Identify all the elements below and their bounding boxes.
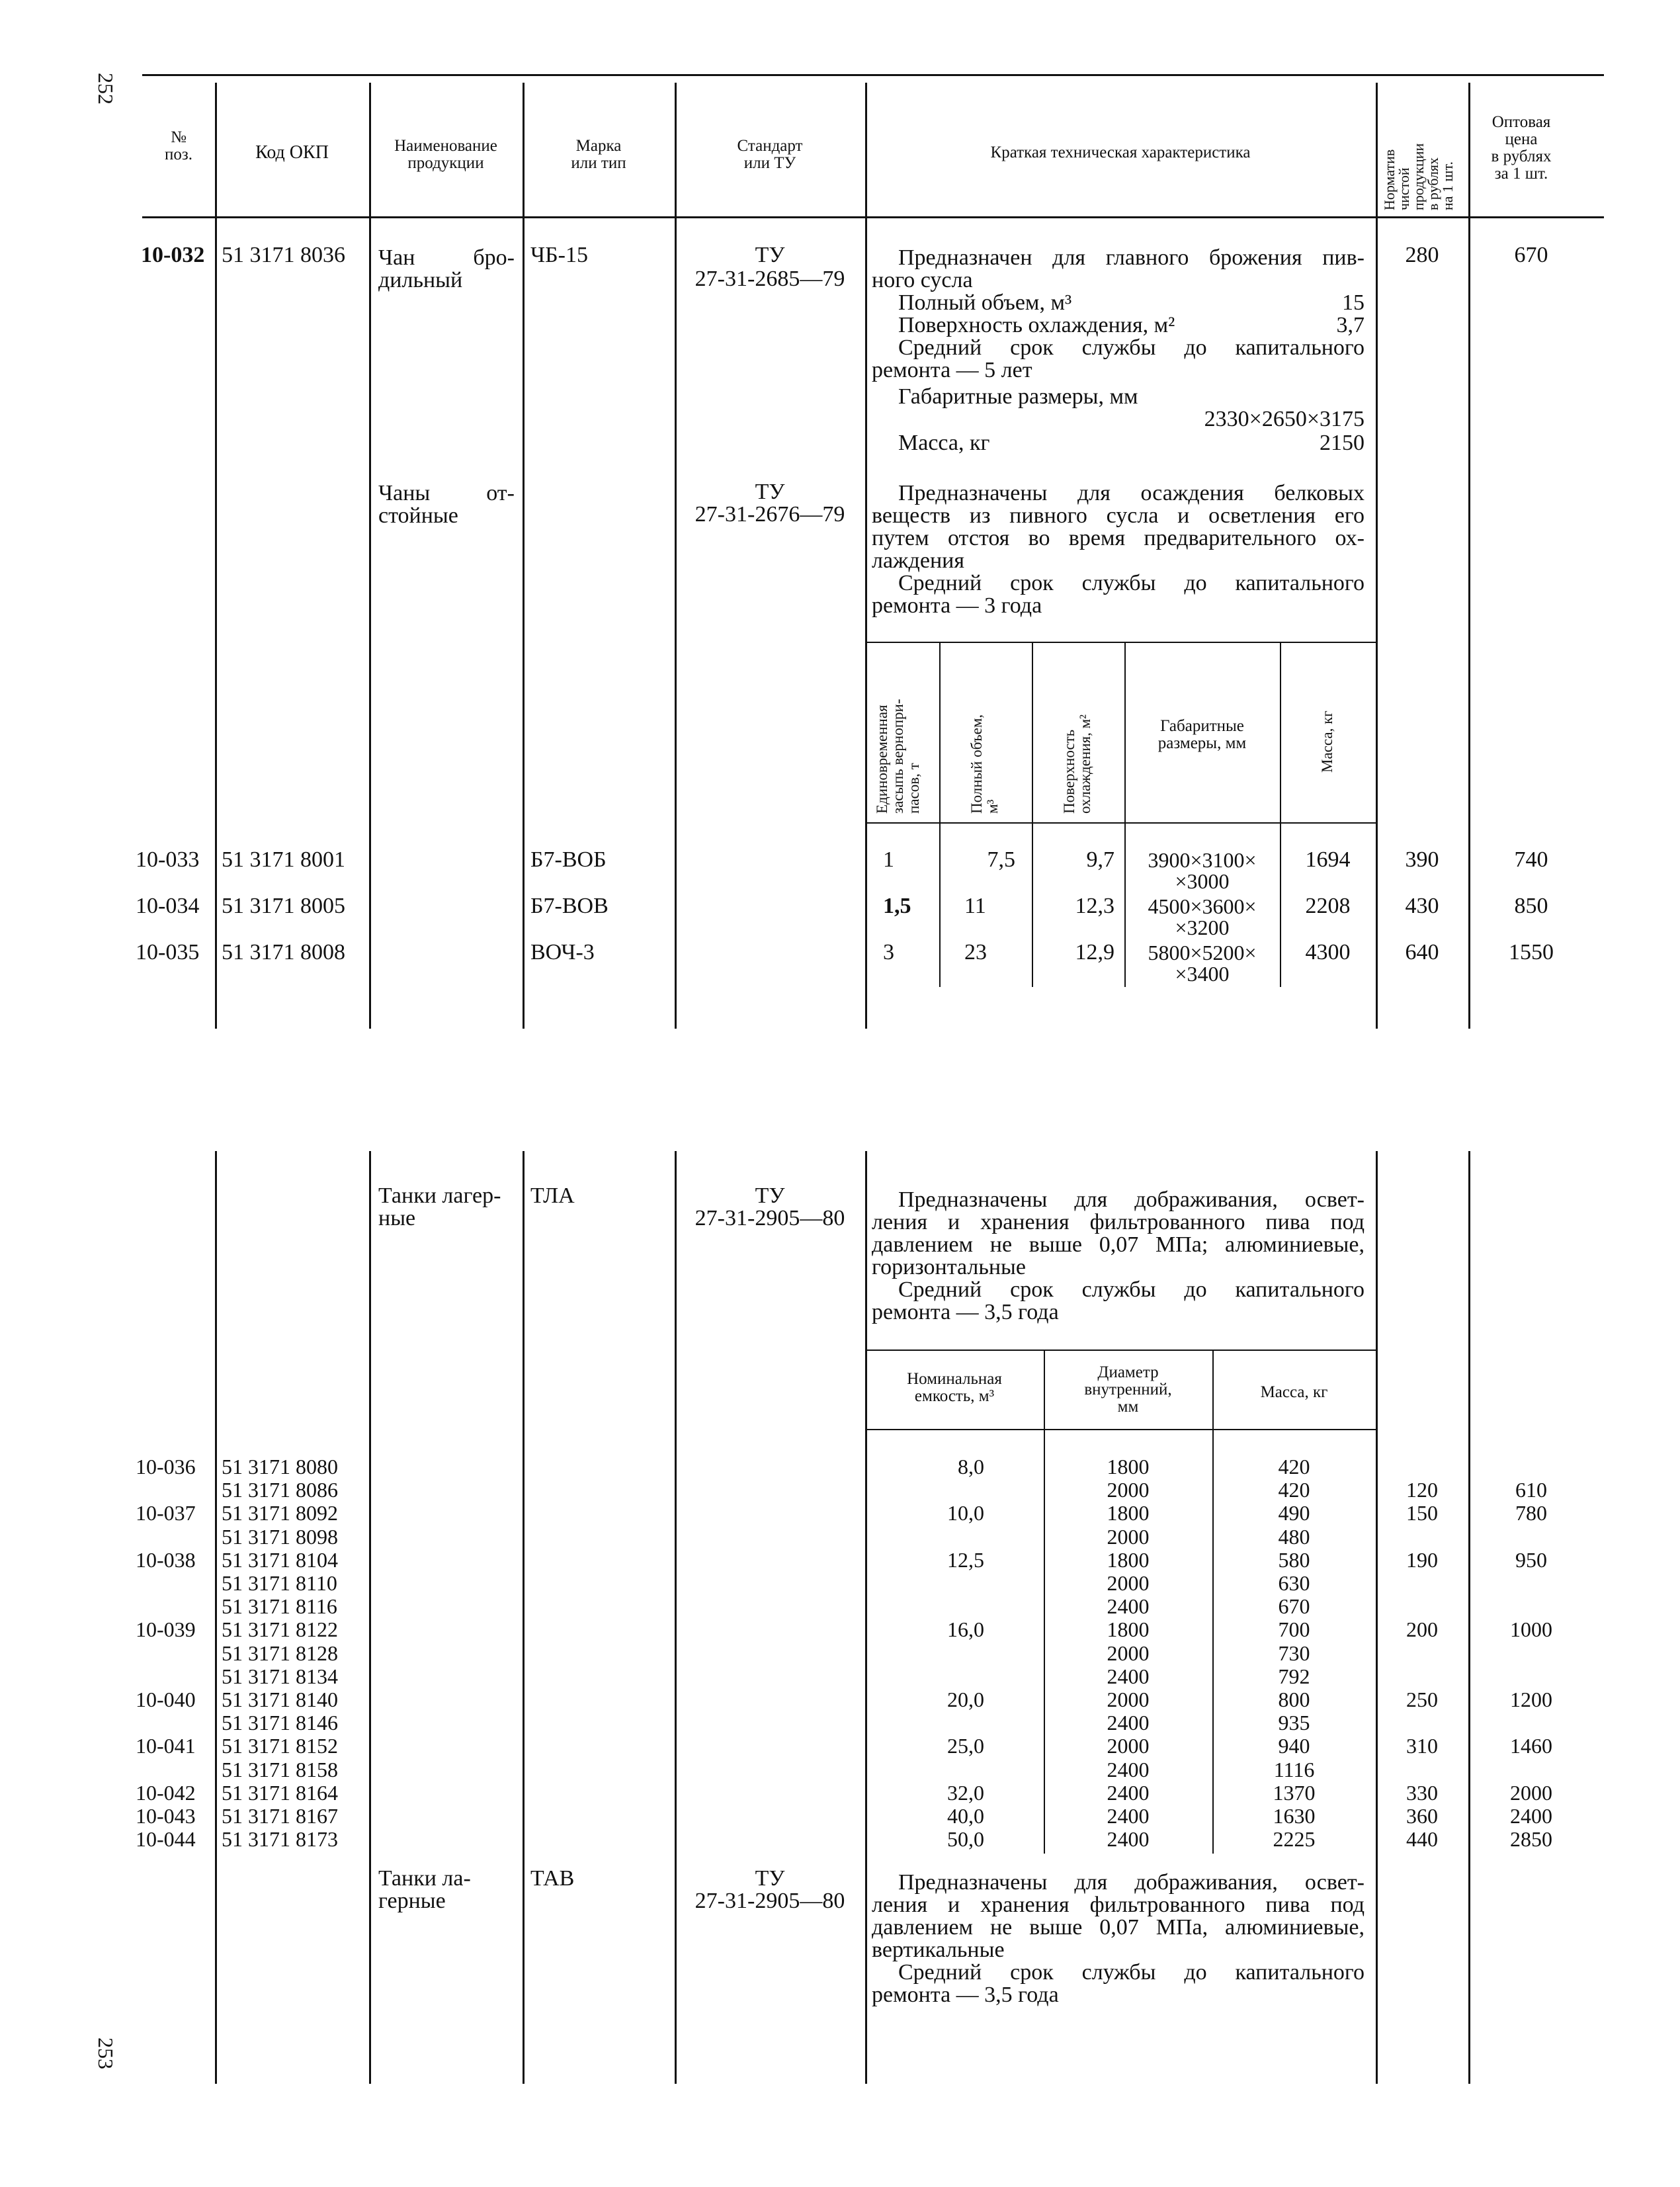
row-10-034-mass: 2208 <box>1305 894 1351 918</box>
entry1-desc-1: Предназначен для главного брожения пив- <box>898 245 1365 270</box>
row-10-033-pos: 10-033 <box>136 847 200 872</box>
entry1-tu-1: ТУ <box>755 243 785 267</box>
tla-mass: 935 <box>1278 1711 1310 1735</box>
header-pos: № поз. <box>164 128 192 163</box>
entry1-price: 670 <box>1514 243 1548 267</box>
tla-price: 1460 <box>1510 1734 1552 1758</box>
entry3-desc-2: ления и хранения фильтрованного пива под <box>872 1210 1365 1234</box>
entry3-sub-header-capacity: Номинальная емкость, м³ <box>907 1370 1002 1405</box>
tla-pos-10-036: 10-036 <box>136 1455 196 1479</box>
tla-pos-10-037: 10-037 <box>136 1501 196 1525</box>
tla-pos-10-041: 10-041 <box>136 1734 196 1758</box>
entry4-service-1: Средний срок службы до капитального <box>898 1960 1365 1985</box>
tla-okp: 51 3171 8140 <box>222 1688 338 1711</box>
entry3-desc-1: Предназначены для дображивания, освет- <box>898 1187 1365 1212</box>
tla-mass: 1630 <box>1273 1804 1316 1828</box>
tla-mass: 2225 <box>1273 1827 1316 1851</box>
col-rule-3 <box>523 83 525 1029</box>
tla-capacity: 25,0 <box>947 1734 984 1758</box>
row-10-034-surface: 12,3 <box>1075 894 1114 918</box>
entry1-tu-2: 27-31-2685—79 <box>694 267 845 291</box>
entry4-name-1: Танки ла- <box>378 1866 471 1891</box>
tla-capacity: 12,5 <box>947 1548 984 1572</box>
entry1-okp: 51 3171 8036 <box>222 243 345 267</box>
tla-okp: 51 3171 8092 <box>222 1501 338 1525</box>
entry2-desc-4: лаждения <box>872 548 964 573</box>
tla-mass: 800 <box>1278 1688 1310 1711</box>
entry2-sub-col-2 <box>1032 643 1033 987</box>
entry4-mark: ТАВ <box>530 1866 575 1891</box>
header-okp: Код ОКП <box>255 142 329 163</box>
row-10-035-surface: 12,9 <box>1075 940 1114 965</box>
tla-capacity: 50,0 <box>947 1827 984 1851</box>
entry1-name-2: дильный <box>378 268 463 292</box>
row-10-034-volume: 11 <box>964 894 986 918</box>
entry1-service-1: Средний срок службы до капитального <box>898 335 1365 360</box>
tla-mass: 940 <box>1278 1734 1310 1758</box>
tla-diameter: 1800 <box>1107 1501 1150 1525</box>
entry2-tu-1: ТУ <box>755 480 785 504</box>
lower-col-rule-1 <box>215 1151 217 2084</box>
tla-price: 2850 <box>1510 1827 1552 1851</box>
tla-capacity: 40,0 <box>947 1804 984 1828</box>
page-number-bottom: 253 <box>94 2037 118 2069</box>
lower-col-rule-2 <box>369 1151 371 2084</box>
entry2-sub-header-surface: Поверхность охлаждения, м² <box>1061 714 1093 814</box>
entry1-spec-surface: Поверхность охлаждения, м² 3,7 <box>898 313 1365 337</box>
entry2-subtable-header-bottom <box>865 822 1376 824</box>
tla-price: 2400 <box>1510 1804 1552 1828</box>
tla-pos-10-043: 10-043 <box>136 1804 196 1828</box>
tla-capacity: 10,0 <box>947 1501 984 1525</box>
tla-diameter: 2400 <box>1107 1804 1150 1828</box>
row-10-033-norm: 390 <box>1405 847 1439 872</box>
row-10-033-okp: 51 3171 8001 <box>222 847 345 872</box>
tla-pos-10-042: 10-042 <box>136 1781 196 1805</box>
entry2-subtable-top <box>865 642 1376 643</box>
tla-diameter: 2000 <box>1107 1641 1150 1665</box>
entry1-desc-2: ного сусла <box>872 268 973 292</box>
entry2-name-1: Чаны от- <box>378 481 515 505</box>
tla-price: 2000 <box>1510 1781 1552 1805</box>
tla-okp: 51 3171 8167 <box>222 1804 338 1828</box>
entry3-mark: ТЛА <box>530 1183 575 1208</box>
entry2-service-1: Средний срок службы до капитального <box>898 571 1365 595</box>
row-10-033-dims-2: ×3000 <box>1175 869 1230 893</box>
entry1-pos: 10-032 <box>141 243 205 267</box>
tla-capacity: 16,0 <box>947 1617 984 1641</box>
top-rule <box>142 74 1604 76</box>
entry4-desc-1: Предназначены для дображивания, освет- <box>898 1870 1365 1895</box>
row-10-033-mark: Б7-ВОБ <box>530 847 607 872</box>
tla-okp: 51 3171 8173 <box>222 1827 338 1851</box>
entry4-tu-1: ТУ <box>755 1866 785 1891</box>
entry2-sub-header-volume: Полный объем, м³ <box>968 714 1001 814</box>
entry3-sub-header-diameter: Диаметр внутренний, мм <box>1084 1363 1172 1416</box>
tla-diameter: 2400 <box>1107 1781 1150 1805</box>
tla-okp: 51 3171 8086 <box>222 1478 338 1502</box>
row-10-034-norm: 430 <box>1405 894 1439 918</box>
header-characteristic: Краткая техническая характеристика <box>990 144 1251 161</box>
entry3-desc-4: горизонтальные <box>872 1255 1026 1279</box>
entry1-dims-label: Габаритные размеры, мм <box>898 384 1138 409</box>
col-rule-1 <box>215 83 217 1029</box>
tla-capacity: 8,0 <box>958 1455 984 1479</box>
header-price: Оптовая цена в рублях за 1 шт. <box>1491 113 1552 183</box>
header-mark: Марка или тип <box>571 137 626 172</box>
tla-mass: 670 <box>1278 1594 1310 1618</box>
tla-diameter: 2000 <box>1107 1478 1150 1502</box>
tla-okp: 51 3171 8110 <box>222 1571 337 1595</box>
col-rule-6 <box>1376 83 1378 1029</box>
row-10-034-pos: 10-034 <box>136 894 200 918</box>
tla-mass: 792 <box>1278 1664 1310 1688</box>
entry2-sub-header-load: Единовременная засыпь вернопри- пасов, т <box>874 699 922 814</box>
lower-col-rule-5 <box>865 1151 867 2084</box>
tla-okp: 51 3171 8158 <box>222 1758 338 1781</box>
entry2-name-2: стойные <box>378 503 458 528</box>
tla-price: 950 <box>1515 1548 1547 1572</box>
row-10-034-dims-2: ×3200 <box>1175 916 1230 939</box>
tla-okp: 51 3171 8134 <box>222 1664 338 1688</box>
header-name: Наименование продукции <box>394 137 497 172</box>
entry1-name-1: Чан бро- <box>378 245 515 270</box>
tla-diameter: 2400 <box>1107 1711 1150 1735</box>
tla-okp: 51 3171 8122 <box>222 1617 338 1641</box>
entry2-sub-col-4 <box>1280 643 1281 987</box>
col-rule-4 <box>675 83 677 1029</box>
entry1-service-2: ремонта — 5 лет <box>872 358 1032 382</box>
lower-col-rule-7 <box>1468 1151 1470 2084</box>
tla-pos-10-040: 10-040 <box>136 1688 196 1711</box>
tla-okp: 51 3171 8104 <box>222 1548 338 1572</box>
tla-diameter: 2000 <box>1107 1571 1150 1595</box>
tla-diameter: 2400 <box>1107 1664 1150 1688</box>
row-10-035-dims-2: ×3400 <box>1175 962 1230 986</box>
entry3-service-1: Средний срок службы до капитального <box>898 1277 1365 1302</box>
header-standard: Стандарт или ТУ <box>737 137 803 172</box>
tla-price: 1200 <box>1510 1688 1552 1711</box>
entry2-desc-1: Предназначены для осаждения белковых <box>898 481 1365 505</box>
entry4-service-2: ремонта — 3,5 года <box>872 1983 1059 2007</box>
entry3-sub-header-mass: Масса, кг <box>1260 1383 1328 1401</box>
tla-diameter: 1800 <box>1107 1548 1150 1572</box>
entry2-sub-header-dims: Габаритные размеры, мм <box>1157 717 1247 752</box>
entry3-subtable-top <box>865 1350 1376 1351</box>
tla-mass: 700 <box>1278 1617 1310 1641</box>
tla-mass: 730 <box>1278 1641 1310 1665</box>
row-10-035-okp: 51 3171 8008 <box>222 940 345 965</box>
tla-okp: 51 3171 8164 <box>222 1781 338 1805</box>
tla-mass: 480 <box>1278 1525 1310 1549</box>
lower-col-rule-4 <box>675 1151 677 2084</box>
entry4-desc-4: вертикальные <box>872 1938 1005 1962</box>
tla-mass: 1116 <box>1273 1758 1315 1781</box>
entry1-spec-volume: Полный объем, м³ 15 <box>898 290 1365 315</box>
lower-col-rule-3 <box>523 1151 525 2084</box>
tla-mass: 490 <box>1278 1501 1310 1525</box>
row-10-035-pos: 10-035 <box>136 940 200 965</box>
tla-norm: 120 <box>1406 1478 1438 1502</box>
entry2-tu-2: 27-31-2676—79 <box>694 502 845 527</box>
tla-norm: 250 <box>1406 1688 1438 1711</box>
entry2-desc-2: веществ из пивного сусла и осветления его <box>872 503 1365 528</box>
tla-diameter: 1800 <box>1107 1455 1150 1479</box>
entry3-tu-1: ТУ <box>755 1183 785 1208</box>
entry4-tu-2: 27-31-2905—80 <box>694 1889 845 1913</box>
tla-okp: 51 3171 8080 <box>222 1455 338 1479</box>
tla-norm: 310 <box>1406 1734 1438 1758</box>
tla-price: 780 <box>1515 1501 1547 1525</box>
col-rule-7 <box>1468 83 1470 1029</box>
tla-norm: 440 <box>1406 1827 1438 1851</box>
row-10-034-mark: Б7-ВОВ <box>530 894 609 918</box>
tla-capacity: 32,0 <box>947 1781 984 1805</box>
row-10-034-okp: 51 3171 8005 <box>222 894 345 918</box>
tla-norm: 150 <box>1406 1501 1438 1525</box>
entry4-desc-3: давлением не выше 0,07 МПа, алюминиевые, <box>872 1915 1365 1940</box>
tla-mass: 580 <box>1278 1548 1310 1572</box>
row-10-033-dims-1: 3900×3100× <box>1148 848 1257 872</box>
col-rule-2 <box>369 83 371 1029</box>
row-10-035-norm: 640 <box>1405 940 1439 965</box>
entry3-name-2: ные <box>378 1206 416 1230</box>
tla-diameter: 2400 <box>1107 1827 1150 1851</box>
entry3-subtable-header-bottom <box>865 1429 1376 1430</box>
row-10-035-volume: 23 <box>964 940 987 965</box>
tla-diameter: 2000 <box>1107 1525 1150 1549</box>
page-number-top: 252 <box>94 73 118 105</box>
entry3-name-1: Танки лагер- <box>378 1183 501 1208</box>
tla-pos-10-039: 10-039 <box>136 1617 196 1641</box>
tla-diameter: 2400 <box>1107 1758 1150 1781</box>
entry2-service-2: ремонта — 3 года <box>872 593 1042 618</box>
row-10-033-volume: 7,5 <box>987 847 1015 872</box>
row-10-035-mass: 4300 <box>1305 940 1351 965</box>
tla-okp: 51 3171 8098 <box>222 1525 338 1549</box>
row-10-035-load: 3 <box>883 940 894 965</box>
tla-okp: 51 3171 8146 <box>222 1711 338 1735</box>
row-10-035-dims-1: 5800×5200× <box>1148 941 1257 965</box>
tla-mass: 630 <box>1278 1571 1310 1595</box>
row-10-034-load: 1,5 <box>883 894 911 918</box>
tla-pos-10-044: 10-044 <box>136 1827 196 1851</box>
row-10-033-price: 740 <box>1514 847 1548 872</box>
col-rule-5 <box>865 83 867 1029</box>
entry2-sub-header-mass: Масса, кг <box>1319 710 1335 773</box>
tla-price: 1000 <box>1510 1617 1552 1641</box>
tla-mass: 420 <box>1278 1455 1310 1479</box>
tla-diameter: 1800 <box>1107 1617 1150 1641</box>
row-10-033-surface: 9,7 <box>1086 847 1114 872</box>
tla-pos-10-038: 10-038 <box>136 1548 196 1572</box>
tla-norm: 360 <box>1406 1804 1438 1828</box>
header-norm: Норматив чистой продукции в рублях на 1 шт. <box>1381 143 1456 210</box>
lower-col-rule-6 <box>1376 1151 1378 2084</box>
tla-norm: 200 <box>1406 1617 1438 1641</box>
tla-mass: 420 <box>1278 1478 1310 1502</box>
tla-diameter: 2400 <box>1107 1594 1150 1618</box>
entry1-norm: 280 <box>1405 243 1439 267</box>
entry2-sub-col-1 <box>939 643 941 987</box>
tla-price: 610 <box>1515 1478 1547 1502</box>
entry1-mass: Масса, кг 2150 <box>898 431 1365 455</box>
row-10-034-price: 850 <box>1514 894 1548 918</box>
entry2-desc-3: путем отстоя во время предварительного ох- <box>872 526 1365 550</box>
tla-okp: 51 3171 8152 <box>222 1734 338 1758</box>
entry1-mark: ЧБ-15 <box>530 243 588 267</box>
row-10-035-mark: ВОЧ-3 <box>530 940 595 965</box>
tla-diameter: 2000 <box>1107 1688 1150 1711</box>
tla-diameter: 2000 <box>1107 1734 1150 1758</box>
entry4-desc-2: ления и хранения фильтрованного пива под <box>872 1893 1365 1917</box>
tla-okp: 51 3171 8116 <box>222 1594 337 1618</box>
entry3-tu-2: 27-31-2905—80 <box>694 1206 845 1230</box>
row-10-033-mass: 1694 <box>1305 847 1351 872</box>
row-10-035-price: 1550 <box>1509 940 1554 965</box>
row-10-034-dims-1: 4500×3600× <box>1148 894 1257 918</box>
row-10-033-load: 1 <box>883 847 894 872</box>
entry1-dims-value: 2330×2650×3175 <box>1204 407 1365 431</box>
header-bottom-rule <box>142 216 1604 218</box>
tla-mass: 1370 <box>1273 1781 1316 1805</box>
entry3-desc-3: давлением не выше 0,07 МПа; алюминиевые, <box>872 1232 1365 1257</box>
tla-okp: 51 3171 8128 <box>222 1641 338 1665</box>
entry3-service-2: ремонта — 3,5 года <box>872 1300 1059 1324</box>
tla-norm: 330 <box>1406 1781 1438 1805</box>
entry4-name-2: герные <box>378 1889 446 1913</box>
tla-norm: 190 <box>1406 1548 1438 1572</box>
tla-capacity: 20,0 <box>947 1688 984 1711</box>
